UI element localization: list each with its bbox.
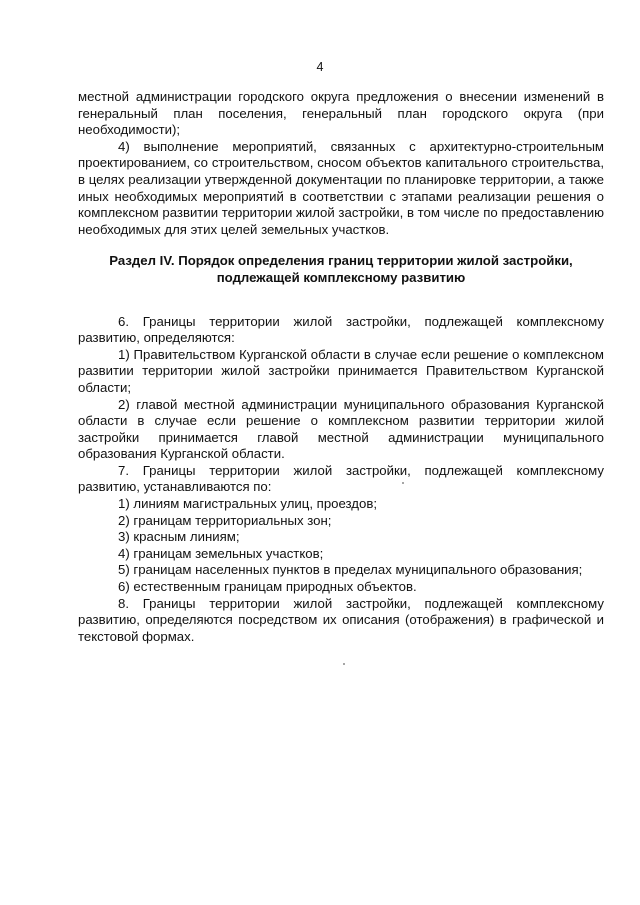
paragraph-clause-6-item-1: 1) Правительством Курганской области в случае если решение о комплексном развитии территории жилой застройки принимается Правительством Курганской области; <box>78 346 604 395</box>
paragraph-clause-6: 6. Границы территории жилой застройки, подлежащей комплексному развитию, определяются: <box>78 313 604 346</box>
list-item: 5) границам населенных пунктов в пределах муниципального образования; <box>118 562 583 578</box>
paragraph-clause-8: 8. Границы территории жилой застройки, подлежащей комплексному развитию, определяются посредством их описания (отображения) в графической и текстовой формах. <box>78 595 604 644</box>
list-item: 1) линиям магистральных улиц, проездов; <box>118 496 377 512</box>
paragraph-clause-6-item-2: 2) главой местной администрации муниципального образования Курганской области в случае если решение о комплексном развитии территории жилой застройки принимается главой местной администрации муниципального образования Курганской области. <box>78 396 604 462</box>
page-number: 4 <box>316 60 324 74</box>
paragraph-item-4: 4) выполнение мероприятий, связанных с архитектурно-строительным проектированием, со строительством, сносом объектов капитального строительства, в целях реализации утвержденной документации по планировке территории, а также иных необходимых мероприятий в соответствии с этапами реализации решения о комплексном развитии территории жилой застройки, в том числе по предоставлению необходимых для этих целей земельных участков. <box>78 138 604 237</box>
list-item: 6) естественным границам природных объектов. <box>118 579 417 595</box>
scan-speck <box>343 663 345 665</box>
section-heading: Раздел IV. Порядок определения границ территории жилой застройки, подлежащей комплексному развитию <box>109 253 573 285</box>
scan-speck <box>402 482 404 484</box>
document-body <box>78 89 604 645</box>
paragraph-continuation: местной администрации городского округа предложения о внесении изменений в генеральный план поселения, генеральный план городского округа (при необходимости); <box>78 89 604 138</box>
list-item: 3) красным линиям; <box>118 529 240 545</box>
paragraph-clause-7: 7. Границы территории жилой застройки, подлежащей комплексному развитию, устанавливаются по: <box>78 462 604 495</box>
list-item: 2) границам территориальных зон; <box>118 512 332 528</box>
list-item: 4) границам земельных участков; <box>118 545 324 561</box>
